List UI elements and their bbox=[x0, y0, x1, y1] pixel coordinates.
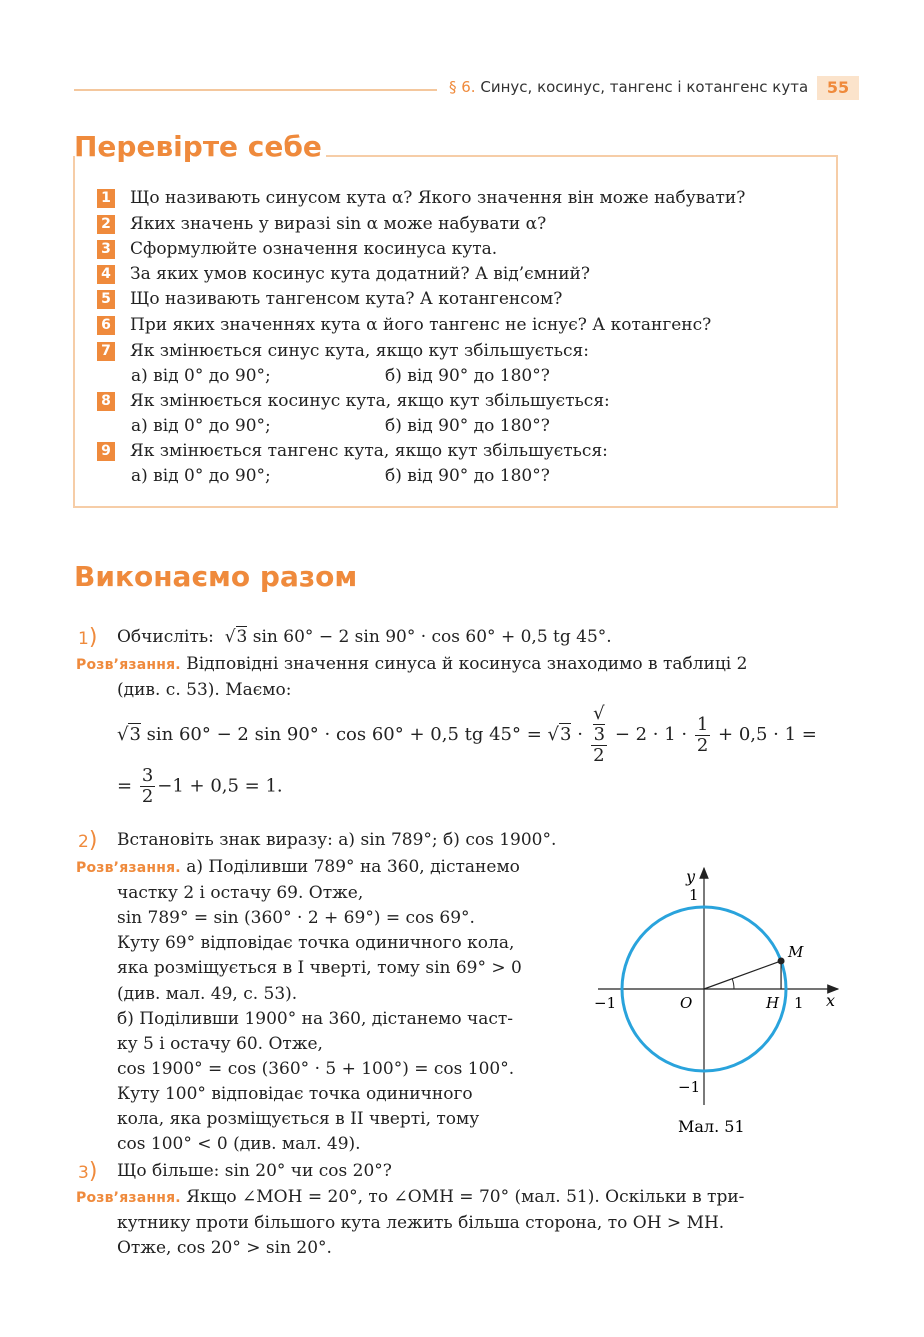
page-number: 55 bbox=[817, 76, 859, 100]
problem-2-line8: ку 5 і остачу 60. Отже, bbox=[117, 1034, 323, 1054]
problem-1-solution-line1: Розв’язання. Відповідні значення синуса й косинуса знаходимо в таблиці 2 bbox=[76, 654, 748, 674]
check-title: Перевірте себе bbox=[74, 130, 322, 163]
question-7: 7 Як змінюється синус кута, якщо кут збільшується: bbox=[97, 340, 589, 362]
question-7-b: б) від 90° до 180°? bbox=[385, 366, 550, 386]
tick-minus-1-left: −1 bbox=[594, 994, 617, 1012]
angle-arc bbox=[732, 979, 734, 989]
problem-2-task: Встановіть знак виразу: а) sin 789°; б) cos 1900°. bbox=[117, 830, 557, 850]
question-6: 6 При яких значеннях кута α його тангенс не існує? А котангенс? bbox=[97, 314, 711, 336]
question-4: 4 За яких умов косинус кута додатний? А від’ємний? bbox=[97, 263, 590, 285]
problem-3-line3: Отже, cos 20° > sin 20°. bbox=[117, 1238, 332, 1258]
problem-2-line7: б) Поділивши 1900° на 360, дістанемо част- bbox=[117, 1009, 514, 1029]
question-9-b: б) від 90° до 180°? bbox=[385, 466, 550, 486]
header-rule bbox=[74, 89, 437, 91]
radius-om bbox=[704, 961, 781, 989]
problem-1-solution-line2: (див. с. 53). Маємо: bbox=[117, 680, 292, 700]
problem-1-equation: √3 sin 60° − 2 sin 90° · cos 60° + 0,5 tg 45° = √3 · √ 3 2 − 2 · 1 · $\frac{1}{2}$ + 0,5 · 1 = bbox=[117, 703, 817, 766]
problem-2-line11: кола, яка розміщується в II чверті, тому bbox=[117, 1109, 480, 1129]
question-5: 5 Що називають тангенсом кута? А котангенсом? bbox=[97, 288, 562, 310]
section-number: § 6. bbox=[449, 78, 476, 96]
question-9: 9 Як змінюється тангенс кута, якщо кут збільшується: bbox=[97, 440, 608, 462]
problem-2-line10: Куту 100° відповідає точка одиничного bbox=[117, 1084, 473, 1104]
problem-2-line2: частку 2 і остачу 69. Отже, bbox=[117, 883, 364, 903]
question-2: 2 Яких значень у виразі sin α може набувати α? bbox=[97, 213, 546, 235]
tick-1-right: 1 bbox=[794, 994, 804, 1012]
question-9-a: а) від 0° до 90°; bbox=[131, 466, 271, 486]
x-label: x bbox=[826, 991, 836, 1010]
unit-circle-figure bbox=[590, 860, 850, 1145]
question-3: 3 Сформулюйте означення косинуса кута. bbox=[97, 238, 497, 260]
problem-2-line3: sin 789° = sin (360° · 2 + 69°) = cos 69°. bbox=[117, 908, 475, 928]
point-m bbox=[778, 957, 785, 964]
problem-1-result: = $\frac{3}{2}$ −1 + 0,5 = 1. bbox=[117, 765, 283, 807]
problem-2-line9: cos 1900° = cos (360° · 5 + 100°) = cos 100°. bbox=[117, 1059, 515, 1079]
point-m-label: M bbox=[788, 942, 804, 961]
problem-2-line12: cos 100° < 0 (див. мал. 49). bbox=[117, 1134, 361, 1154]
problem-3-task: Що більше: sin 20° чи cos 20°? bbox=[117, 1161, 392, 1181]
running-header bbox=[449, 78, 808, 96]
tick-1-top: 1 bbox=[689, 886, 699, 904]
problem-2-solution-line1: Розв’язання. а) Поділивши 789° на 360, дістанемо bbox=[76, 857, 520, 877]
question-8-b: б) від 90° до 180°? bbox=[385, 416, 550, 436]
problem-2-number: 2) bbox=[78, 828, 98, 853]
problem-1-number: 1) bbox=[78, 625, 98, 650]
problem-3-number: 3) bbox=[78, 1159, 98, 1184]
problem-3-line2: кутнику проти більшого кута лежить більша сторона, то OH > MH. bbox=[117, 1213, 725, 1233]
together-title: Виконаємо разом bbox=[74, 560, 358, 593]
y-label: y bbox=[686, 867, 696, 886]
question-1: 1 Що називають синусом кута α? Якого значення він може набувати? bbox=[97, 187, 745, 209]
question-8-a: а) від 0° до 90°; bbox=[131, 416, 271, 436]
question-8: 8 Як змінюється косинус кута, якщо кут збільшується: bbox=[97, 390, 610, 412]
question-7-a: а) від 0° до 90°; bbox=[131, 366, 271, 386]
problem-3-solution-line1: Розв’язання. Якщо ∠MOH = 20°, то ∠OMH = 70° (мал. 51). Оскільки в три- bbox=[76, 1187, 745, 1207]
figure-caption: Мал. 51 bbox=[678, 1117, 745, 1136]
tick-minus-1-bottom: −1 bbox=[678, 1078, 701, 1096]
origin-label: O bbox=[680, 994, 693, 1012]
problem-1-task: Обчисліть: √3 sin 60° − 2 sin 90° · cos 60° + 0,5 tg 45°. bbox=[117, 627, 612, 647]
problem-2-line6: (див. мал. 49, с. 53). bbox=[117, 984, 298, 1004]
problem-2-line4: Куту 69° відповідає точка одиничного кола, bbox=[117, 933, 515, 953]
problem-2-line5: яка розміщується в I чверті, тому sin 69° > 0 bbox=[117, 958, 522, 978]
point-h-label: H bbox=[766, 994, 780, 1012]
section-title: Синус, косинус, тангенс і котангенс кута bbox=[480, 78, 809, 96]
